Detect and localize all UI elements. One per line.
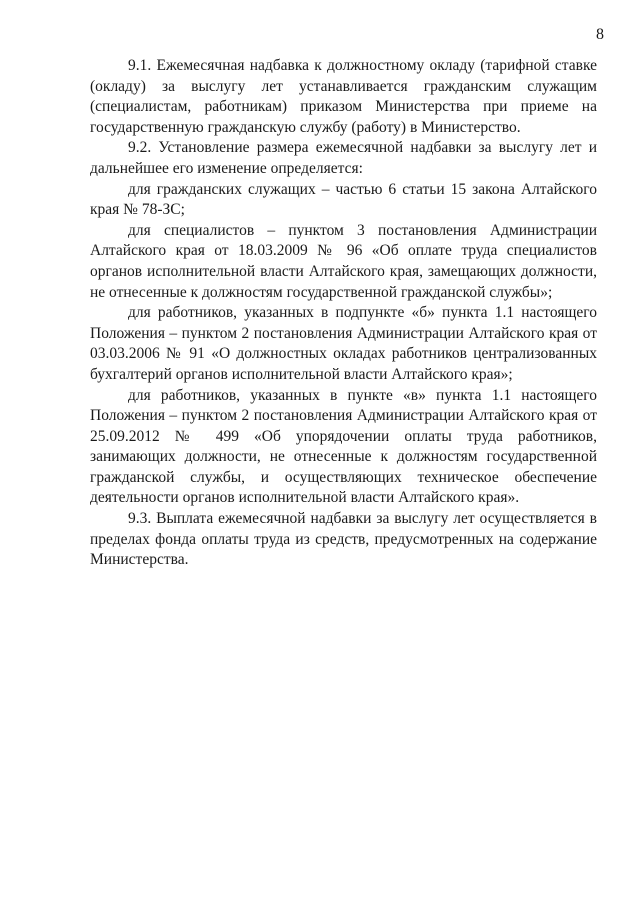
document-body [90, 56, 597, 571]
paragraph-specialists: для специалистов – пунктом 3 постановления Администрации Алтайского края от 18.03.2009 № 96 «Об оплате труда специалистов органов исполнительной власти Алтайского края, замещающих должности, не отнесенные к должностям государственной гражданской службы»; [90, 221, 597, 301]
page-number: 8 [596, 26, 604, 43]
paragraph-civil-servants: для гражданских служащих – частью 6 статьи 15 закона Алтайского края № 78-ЗС; [90, 180, 597, 219]
paragraph-workers-b: для работников, указанных в подпункте «б» пункта 1.1 настоящего Положения – пунктом 2 постановления Администрации Алтайского края от 03.03.2006 № 91 «О должностных окладах работников централизованных бухгалтерий органов исполнительной власти Алтайского края»; [90, 304, 597, 383]
paragraph-9-1: 9.1. Ежемесячная надбавка к должностному окладу (тарифной ставке (окладу) за выслугу лет устанавливается гражданским служащим (специалистам, работникам) приказом Министерства при приеме на государственную гражданскую службу (работу) в Министерство. [90, 57, 597, 136]
paragraph-9-3: 9.3. Выплата ежемесячной надбавки за выслугу лет осуществляется в пределах фонда оплаты труда из средств, предусмотренных на содержание Министерства. [90, 510, 597, 569]
paragraph-workers-v: для работников, указанных в пункте «в» пункта 1.1 настоящего Положения – пунктом 2 постановления Администрации Алтайского края от 25.09.2012 № 499 «Об упорядочении оплаты труда работников, занимающих должности, не отнесенные к должностям государственной гражданской службы, и осуществляющих техническое обеспечение деятельности органов исполнительной власти Алтайского края». [90, 386, 597, 507]
paragraph-9-2: 9.2. Установление размера ежемесячной надбавки за выслугу лет и дальнейшее его изменение определяется: [90, 139, 597, 177]
